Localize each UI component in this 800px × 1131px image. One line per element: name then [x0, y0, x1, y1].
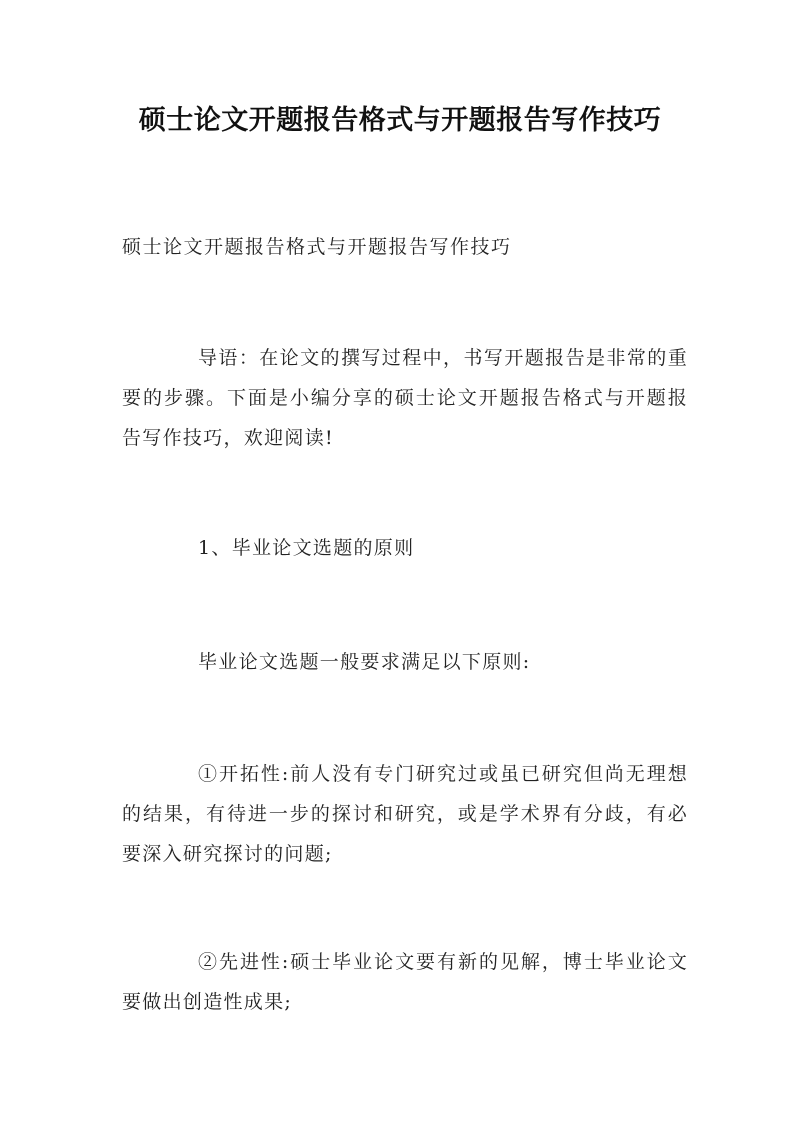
document-subtitle: 硕士论文开题报告格式与开题报告写作技巧 — [122, 236, 512, 258]
intro-paragraph: 导语：在论文的撰写过程中，书写开题报告是非常的重要的步骤。下面是小编分享的硕士论文开题报告格式与开题报告写作技巧，欢迎阅读! — [122, 347, 688, 449]
section-heading: 1、毕业论文选题的原则 — [198, 537, 415, 559]
section-lead-paragraph: 毕业论文选题一般要求满足以下原则: — [198, 651, 531, 673]
document-title: 硕士论文开题报告格式与开题报告写作技巧 — [138, 105, 662, 136]
principle-item-1: ①开拓性:前人没有专门研究过或虽已研究但尚无理想的结果，有待进一步的探讨和研究，或是学术界有分歧，有必要深入研究探讨的问题; — [122, 763, 688, 865]
principle-item-2: ②先进性:硕士毕业论文要有新的见解，博士毕业论文要做出创造性成果; — [122, 951, 688, 1013]
